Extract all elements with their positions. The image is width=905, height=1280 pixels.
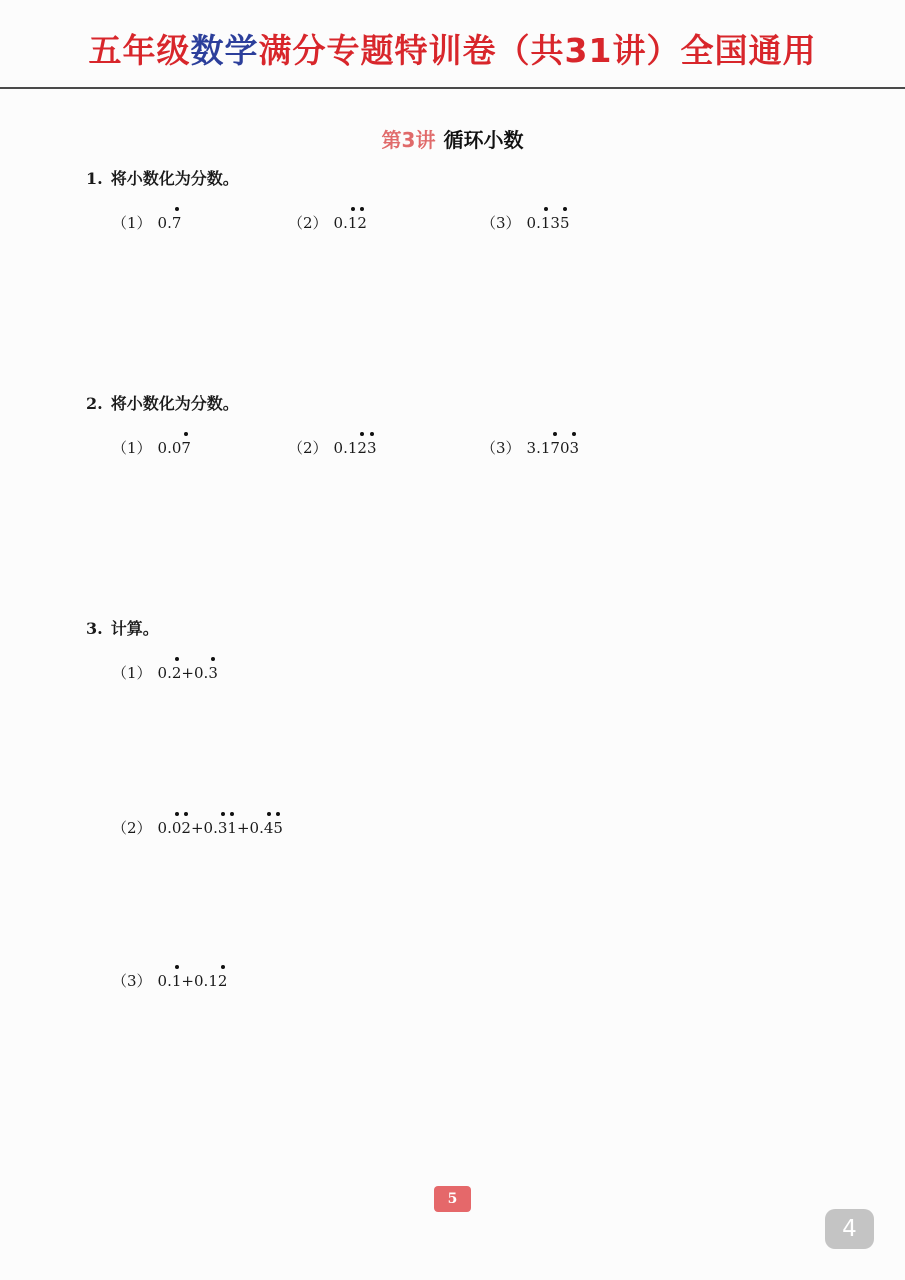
banner-title-part: 满分专题特训卷 <box>258 31 497 70</box>
banner-title-part: （共31讲） <box>496 31 681 70</box>
question-text: 计算。 <box>110 619 159 638</box>
repeating-digit: 3 <box>217 819 228 837</box>
digit: 1 <box>347 439 358 457</box>
digit: . <box>259 819 264 837</box>
repeating-digit: 0 <box>171 819 182 837</box>
lecture-heading <box>0 124 905 153</box>
question-number: 2. <box>86 394 103 413</box>
question-number: 3. <box>86 619 103 638</box>
digit: . <box>536 439 541 457</box>
repeating-digit: 7 <box>550 439 560 457</box>
repeating-digit: 5 <box>273 819 283 837</box>
question-item <box>288 212 367 233</box>
repeating-digit: 4 <box>263 819 274 837</box>
item-label: （3） <box>112 972 152 990</box>
page-count-badge[interactable]: 4 <box>825 1209 874 1249</box>
digit: 0 <box>203 819 214 837</box>
item-label: （2） <box>288 439 328 457</box>
digit: 0 <box>157 819 168 837</box>
digit: . <box>167 439 172 457</box>
digit: . <box>167 972 172 990</box>
question-item <box>112 662 218 683</box>
question-item <box>481 212 570 233</box>
item-label: （2） <box>288 214 328 232</box>
digit: . <box>167 664 172 682</box>
digit: 0 <box>171 439 182 457</box>
question-3-title <box>86 616 159 639</box>
item-expression <box>527 214 570 232</box>
repeating-digit: 1 <box>347 214 358 232</box>
digit: 0 <box>526 214 537 232</box>
digit: + <box>181 972 194 990</box>
digit: + <box>181 664 194 682</box>
item-expression <box>334 439 377 457</box>
question-item <box>112 817 283 838</box>
item-expression <box>158 972 228 990</box>
repeating-digit: 2 <box>181 819 191 837</box>
digit: . <box>343 439 348 457</box>
repeating-digit: 5 <box>559 214 570 232</box>
digit: 0 <box>157 664 168 682</box>
digit: + <box>190 819 204 837</box>
digit: 0 <box>157 439 168 457</box>
digit: 0 <box>157 972 168 990</box>
question-item <box>112 970 227 991</box>
digit: . <box>203 972 209 990</box>
repeating-digit: 7 <box>181 439 191 457</box>
question-item <box>112 437 191 458</box>
banner-title-part: 五年级 <box>88 31 191 70</box>
repeating-digit: 2 <box>217 972 228 990</box>
digit: 0 <box>333 214 344 232</box>
digit: 3 <box>526 439 537 457</box>
digit: + <box>236 819 250 837</box>
question-1-title <box>86 166 239 189</box>
digit: 0 <box>157 214 168 232</box>
repeating-digit: 1 <box>171 972 182 990</box>
item-expression <box>158 439 191 457</box>
banner-title <box>0 31 905 70</box>
digit: . <box>167 819 172 837</box>
banner-divider <box>0 87 905 89</box>
item-expression <box>158 214 182 232</box>
item-label: （3） <box>481 214 521 232</box>
digit: 0 <box>333 439 344 457</box>
digit: 1 <box>540 439 551 457</box>
repeating-digit: 3 <box>569 439 580 457</box>
repeating-digit: 2 <box>171 664 182 682</box>
item-expression <box>158 819 283 837</box>
digit: . <box>203 664 209 682</box>
repeating-digit: 1 <box>540 214 551 232</box>
digit: . <box>343 214 348 232</box>
repeating-digit: 3 <box>208 664 218 682</box>
question-item <box>288 437 377 458</box>
item-label: （3） <box>481 439 521 457</box>
lecture-number: 第3讲 <box>381 128 436 152</box>
lecture-title: 循环小数 <box>443 128 524 152</box>
repeating-digit: 3 <box>366 439 377 457</box>
repeating-digit: 1 <box>227 819 237 837</box>
question-number: 1. <box>86 169 103 188</box>
question-text: 将小数化为分数。 <box>110 394 239 413</box>
digit: 0 <box>249 819 260 837</box>
item-label: （1） <box>112 214 152 232</box>
digit: 1 <box>208 972 218 990</box>
digit: 0 <box>194 664 204 682</box>
item-expression <box>334 214 367 232</box>
item-expression <box>527 439 580 457</box>
item-label: （2） <box>112 819 152 837</box>
item-label: （1） <box>112 664 152 682</box>
question-item <box>112 212 181 233</box>
header-banner <box>0 0 905 88</box>
question-item <box>481 437 579 458</box>
digit: . <box>213 819 218 837</box>
digit: 0 <box>559 439 570 457</box>
question-2-title <box>86 391 239 414</box>
digit: . <box>167 214 172 232</box>
repeating-digit: 7 <box>171 214 182 232</box>
repeating-digit: 2 <box>357 214 367 232</box>
banner-title-part: 数学 <box>190 31 259 70</box>
question-text: 将小数化为分数。 <box>110 169 239 188</box>
banner-title-part: 全国通用 <box>680 31 817 70</box>
digit: 0 <box>194 972 204 990</box>
page-number: 5 <box>434 1186 471 1212</box>
repeating-digit: 2 <box>357 439 367 457</box>
digit: 3 <box>550 214 560 232</box>
item-label: （1） <box>112 439 152 457</box>
item-expression <box>158 664 218 682</box>
digit: . <box>536 214 541 232</box>
